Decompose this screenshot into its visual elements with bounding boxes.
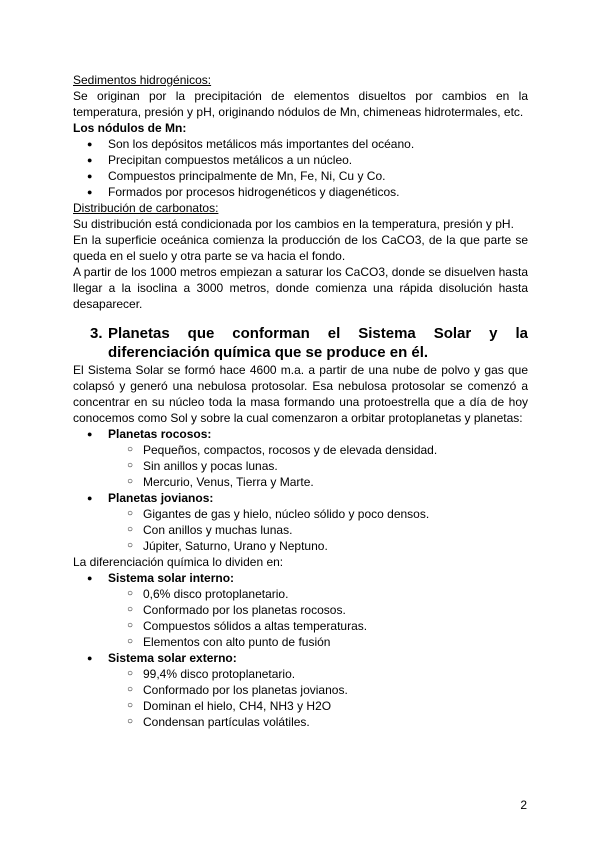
list-item: ○ Mercurio, Venus, Tierra y Marte. xyxy=(73,474,528,490)
heading-distribucion-carbonatos: Distribución de carbonatos: xyxy=(73,201,219,215)
paragraph-carbonatos-1: Su distribución está condicionada por los cambios en la temperatura, presión y pH. xyxy=(73,217,514,231)
section-heading-planetas xyxy=(73,324,528,362)
list-sistema-interno xyxy=(73,570,528,586)
list-item: ○ Dominan el hielo, CH4, NH3 y H2O xyxy=(73,698,528,714)
list-item: ● Precipitan compuestos metálicos a un núcleo. xyxy=(73,152,528,168)
list-item: ● Formados por procesos hidrogenéticos y diagenéticos. xyxy=(73,184,528,200)
list-item: ● Compuestos principalmente de Mn, Fe, Ni, Cu y Co. xyxy=(73,168,528,184)
list-item: ○ 0,6% disco protoplanetario. xyxy=(73,586,528,602)
list-planetas xyxy=(73,426,528,442)
paragraph-carbonatos-2: En la superficie oceánica comienza la producción de los CaCO3, de la que parte se queda en el suelo y otra parte se va hacia el fondo. xyxy=(73,233,528,263)
paragraph-carbonatos-3: A partir de los 1000 metros empiezan a saturar los CaCO3, donde se disuelven hasta llegar a la isoclina a 3000 metros, donde comienza una rápida disolución hasta desaparecer. xyxy=(73,265,528,311)
list-nodulos xyxy=(73,136,528,200)
list-item: ○ Con anillos y muchas lunas. xyxy=(73,522,528,538)
list-item: ○ Júpiter, Saturno, Urano y Neptuno. xyxy=(73,538,528,554)
list-planetas-2 xyxy=(73,490,528,506)
sublist-interno xyxy=(73,586,528,650)
heading-sedimentos-hidrogenicos: Sedimentos hidrogénicos: xyxy=(73,73,212,87)
list-item: ○ Sin anillos y pocas lunas. xyxy=(73,458,528,474)
list-item: ○ Gigantes de gas y hielo, núcleo sólido y poco densos. xyxy=(73,506,528,522)
sublist-rocosos xyxy=(73,442,528,490)
list-item: ○ Compuestos sólidos a altas temperaturas. xyxy=(73,618,528,634)
list-item: ○ Condensan partículas volátiles. xyxy=(73,714,528,730)
section-title: Planetas que conforman el Sistema Solar y la diferenciación química que se produce en él. xyxy=(108,325,528,361)
paragraph-sistema-solar: El Sistema Solar se formó hace 4600 m.a. a partir de una nube de polvo y gas que colapsó y generó una nebulosa protosolar. Esa nebulosa protosolar se comenzó a concentrar en su núcleo toda la masa formando una protoestrella que a día de hoy conocemos como Sol y sobre la cual comenzaron a orbitar protoplanetas y planetas: xyxy=(73,363,528,425)
paragraph-diferenciacion: La diferenciación química lo dividen en: xyxy=(73,555,284,569)
heading-nodulos-mn: Los nódulos de Mn: xyxy=(73,121,187,135)
list-item: ○ 99,4% disco protoplanetario. xyxy=(73,666,528,682)
list-item: ● Son los depósitos metálicos más importantes del océano. xyxy=(73,136,528,152)
section-number: 3. xyxy=(90,325,103,342)
list-item-rocosos: ● Planetas rocosos: xyxy=(73,426,528,442)
list-item-interno: ● Sistema solar interno: xyxy=(73,570,528,586)
sublist-jovianos xyxy=(73,506,528,554)
list-item-jovianos: ● Planetas jovianos: xyxy=(73,490,528,506)
list-item: ○ Pequeños, compactos, rocosos y de elevada densidad. xyxy=(73,442,528,458)
sublist-externo xyxy=(73,666,528,730)
document-page xyxy=(73,72,528,730)
list-item: ○ Conformado por los planetas rocosos. xyxy=(73,602,528,618)
page-number: 2 xyxy=(520,798,527,812)
list-sistema-externo xyxy=(73,650,528,666)
list-item: ○ Elementos con alto punto de fusión xyxy=(73,634,528,650)
paragraph-sedimentos: Se originan por la precipitación de elementos disueltos por cambios en la temperatura, presión y pH, originando nódulos de Mn, chimeneas hidrotermales, etc. xyxy=(73,89,528,119)
list-item-externo: ● Sistema solar externo: xyxy=(73,650,528,666)
list-item: ○ Conformado por los planetas jovianos. xyxy=(73,682,528,698)
